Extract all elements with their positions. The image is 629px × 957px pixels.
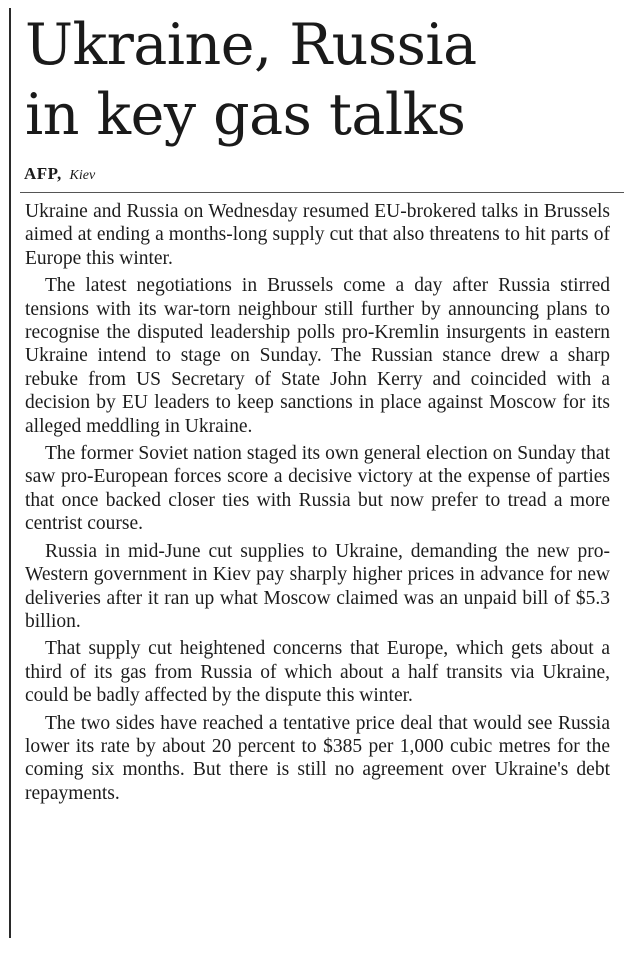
paragraph-6: The two sides have reached a tentative price deal that would see Russia lower its rate by about 20 percent to $385 per 1,000 cubic metres for the coming six months. But there is still no agreement over Ukraine's debt repayments.: [25, 712, 610, 804]
byline-agency: AFP,: [24, 164, 62, 183]
paragraph-5: That supply cut heightened concerns that Europe, which gets about a third of its gas from Russia of which about a half transits via Ukraine, could be badly affected by the dispute this winter.: [25, 638, 610, 707]
article-body: [20, 200, 610, 805]
headline-line-1: Ukraine, Russia: [25, 12, 477, 78]
byline-place: Kiev: [69, 168, 96, 183]
paragraph-1: Ukraine and Russia on Wednesday resumed EU-brokered talks in Brussels aimed at ending a months-long supply cut that also threatens to hit parts of Europe this winter.: [25, 201, 610, 269]
paragraph-4: Russia in mid-June cut supplies to Ukraine, demanding the new pro-Western government in Kiev pay sharply higher prices in advance for new deliveries after it ran up what Moscow claimed was an unpaid bill of $5.3 billion.: [25, 540, 610, 632]
column-rule: [9, 8, 11, 938]
byline-divider: [20, 192, 624, 193]
headline: [25, 10, 614, 150]
paragraph-2: The latest negotiations in Brussels come a day after Russia stirred tensions with its war-torn neighbour still further by announcing plans to recognise the disputed leadership polls pro-Kremlin insurgents in eastern Ukraine intend to stage on Sunday. The Russian stance drew a sharp rebuke from US Secretary of State John Kerry and coincided with a decision by EU leaders to keep sanctions in place against Moscow for its alleged meddling in Ukraine.: [25, 275, 610, 437]
news-article: [20, 10, 614, 805]
byline: [24, 164, 614, 186]
paragraph-3: The former Soviet nation staged its own general election on Sunday that saw pro-European forces score a decisive victory at the expense of parties that once backed closer ties with Russia but now prefer to tread a more centrist course.: [25, 443, 610, 535]
headline-line-2: in key gas talks: [25, 82, 466, 148]
